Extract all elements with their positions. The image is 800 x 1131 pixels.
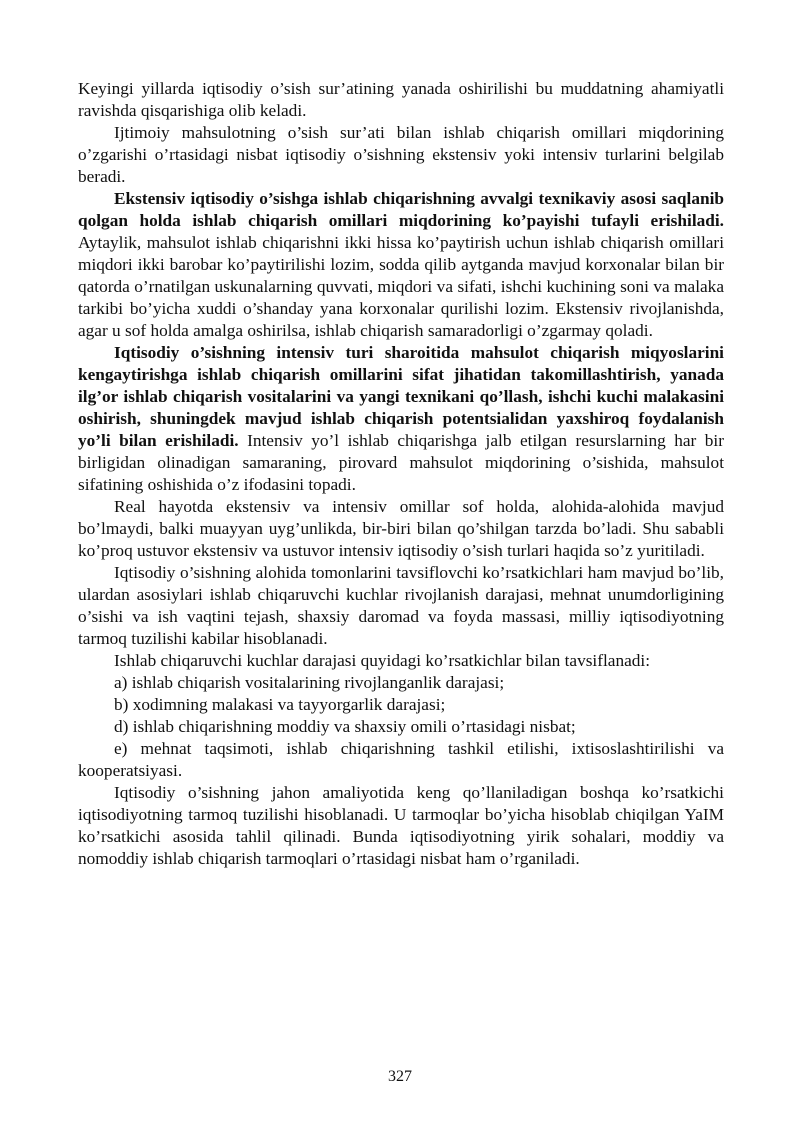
paragraph-text: Iqtisodiy o’sishning alohida tomonlarini tavsiflovchi ko’rsatkichlari ham mavjud bo’lib, ulardan asosiylari ishlab chiqaruvchi kuchlar rivojlanish darajasi, mehnat unumdorligining o’sishi va ish vaqtini tejash, shaxsiy daromad va foyda massasi, milliy iqtisodiyotning tarmoq tuzilishi kabilar hisoblanadi. [78,563,724,648]
paragraph [78,342,724,496]
list-item-text: a) ishlab chiqarish vositalarining rivojlanganlik darajasi; [114,673,505,692]
paragraph [78,122,724,188]
paragraph-bold-text: Iqtisodiy o’sishning intensiv turi sharoitida mahsulot chiqarish miqyoslarini kengaytirishga ishlab chiqarish omillarini sifat jihatidan takomillashtirish, yanada ilg’or ishlab chiqarish vositalarini va yangi texnikani qo’llash, ishchi kuchi malakasini oshirish, shuningdek mavjud ishlab chiqarish potentsialidan yaxshiroq foydalanish yo’li bilan erishiladi. [78,343,724,450]
list-item [78,672,724,694]
paragraph [78,496,724,562]
paragraph-text: Intensiv yo’l ishlab chiqarishga jalb etilgan resurslarning har bir birligidan olinadigan samaraning, pirovard mahsulot miqdorining o’sishida, mahsulot sifatining oshishida o’z ifodasini topadi. [78,431,724,494]
list-item-text: d) ishlab chiqarishning moddiy va shaxsiy omili o’rtasidagi nisbat; [114,717,576,736]
paragraph [78,188,724,342]
paragraph-text: Aytaylik, mahsulot ishlab chiqarishni ikki hissa ko’paytirish uchun ishlab chiqarish omillari miqdori ikki barobar ko’paytirilishi lozim, sodda qilib aytganda mavjud korxonalar bilan bir qatorda o’rnatilgan uskunalarning quvvati, miqdori va sifati, ishchi kuchining soni va malaka tarkibi bo’yicha xuddi o’shanday yana korxonalar qurilishi lozim. Ekstensiv rivojlanishda, agar u sof holda amalga oshirilsa, ishlab chiqarish samaradorligi o’zgarmay qoladi. [78,233,724,340]
paragraph-text: Iqtisodiy o’sishning jahon amaliyotida keng qo’llaniladigan boshqa ko’rsatkichi iqtisodiyotning tarmoq tuzilishi hisoblanadi. U tarmoqlar bo’yicha hisoblab chiqilgan YaIM ko’rsatkichi asosida tahlil qilinadi. Bunda iqtisodiyotning yirik sohalari, moddiy va nomoddiy ishlab chiqarish tarmoqlari o’rtasidagi nisbat ham o’rganiladi. [78,783,724,868]
page-body [78,78,724,870]
list-item [78,694,724,716]
paragraph-text: Ishlab chiqaruvchi kuchlar darajasi quyidagi ko’rsatkichlar bilan tavsiflanadi: [114,651,651,670]
paragraph [78,562,724,650]
paragraph [78,78,724,122]
paragraph-text: Ijtimoiy mahsulotning o’sish sur’ati bilan ishlab chiqarish omillari miqdorining o’zgarishi o’rtasidagi nisbat iqtisodiy o’sishning ekstensiv yoki intensiv turlarini belgilab beradi. [78,123,724,186]
page-number: 327 [388,1068,412,1085]
paragraph [78,650,724,672]
paragraph-text: Real hayotda ekstensiv va intensiv omillar sof holda, alohida-alohida mavjud bo’lmaydi, balki muayyan uyg’unlikda, bir-biri bilan qo’shilgan tarzda bo’ladi. Shu sababli ko’proq ustuvor ekstensiv va ustuvor intensiv iqtisodiy o’sish turlari haqida so’z yuritiladi. [78,497,724,560]
list-item-text: e) mehnat taqsimoti, ishlab chiqarishning tashkil etilishi, ixtisoslashtirilishi va kooperatsiyasi. [78,739,724,780]
paragraph [78,782,724,870]
list-item-text: b) xodimning malakasi va tayyorgarlik darajasi; [114,695,446,714]
paragraph-text: Keyingi yillarda iqtisodiy o’sish sur’atining yanada oshirilishi bu muddatning ahamiyatli ravishda qisqarishiga olib keladi. [78,79,724,120]
paragraph-bold-text: Ekstensiv iqtisodiy o’sishga ishlab chiqarishning avvalgi texnikaviy asosi saqlanib qolgan holda ishlab chiqarish omillari miqdorining ko’payishi tufayli erishiladi. [78,189,724,230]
list-item [78,716,724,738]
list-item [78,738,724,782]
